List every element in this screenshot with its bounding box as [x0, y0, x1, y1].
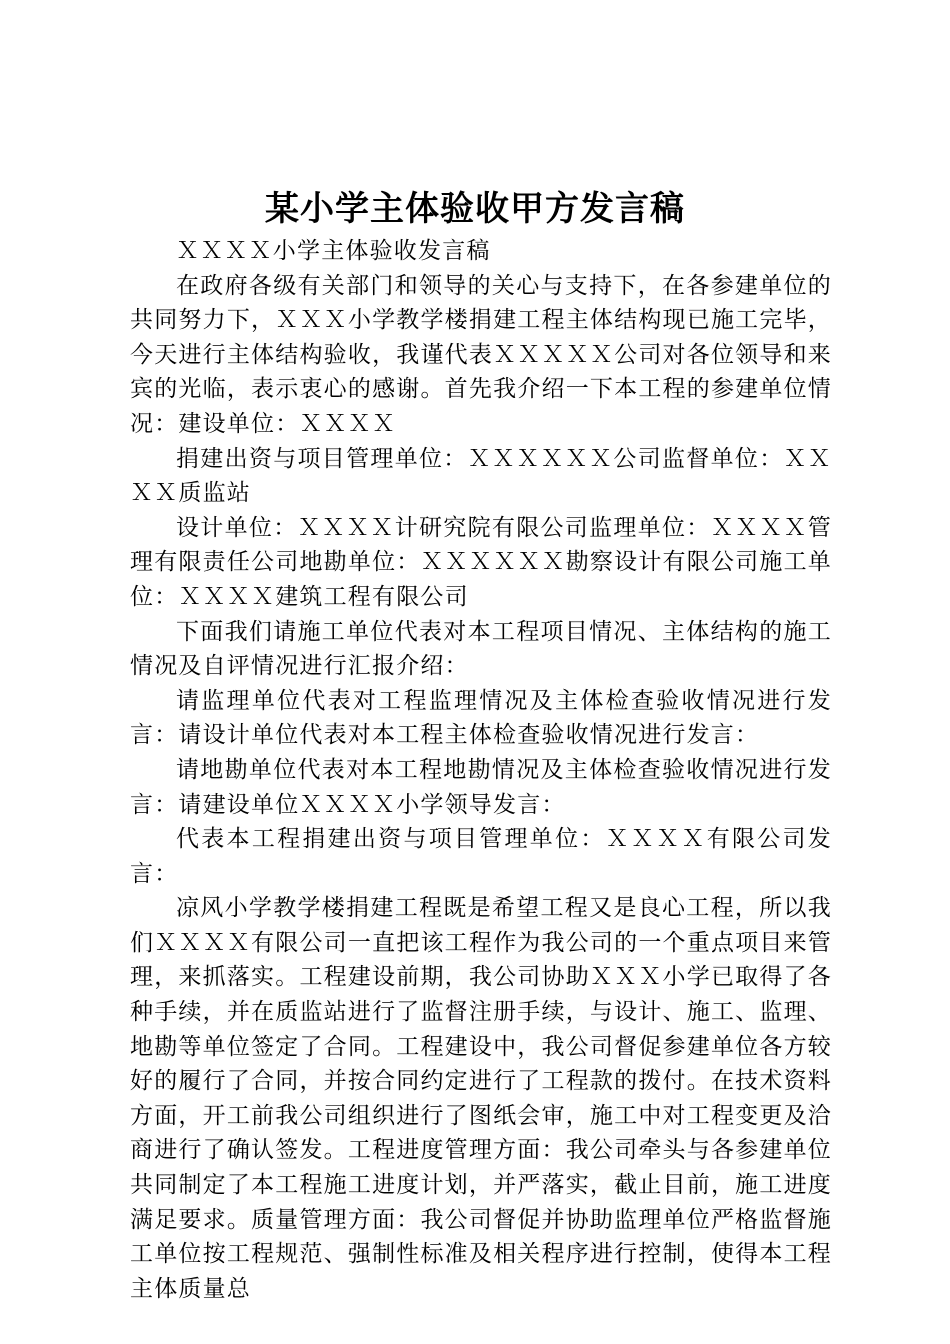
paragraph-design-unit: 设计单位：ＸＸＸＸ计研究院有限公司监理单位：ＸＸＸＸ管理有限责任公司地勘单位：ＸＸＸＸＸＸ勘察设计有限公司施工单位：ＸＸＸＸ建筑工程有限公司 [130, 514, 832, 610]
document-title: 某小学主体验收甲方发言稿 [265, 189, 685, 229]
paragraph-representative: 代表本工程捐建出资与项目管理单位：ＸＸＸＸ有限公司发言： [130, 826, 832, 887]
paragraph-survey-speech: 请地勘单位代表对本工程地勘情况及主体检查验收情况进行发言：请建设单位ＸＸＸＸ小学领导发言： [130, 756, 832, 818]
paragraph-funding-unit: 捐建出资与项目管理单位：ＸＸＸＸＸＸ公司监督单位：ＸＸＸＸ质监站 [130, 445, 832, 507]
paragraph-intro: 在政府各级有关部门和领导的关心与支持下，在各参建单位的共同努力下，ＸＸＸ小学教学楼捐建工程主体结构现已施工完毕，今天进行主体结构验收，我谨代表ＸＸＸＸＸ公司对各位领导和来宾的光临，表示衷心的感谢。首先我介绍一下本工程的参建单位情况：建设单位：ＸＸＸＸ [130, 272, 832, 437]
paragraph-supervision-speech: 请监理单位代表对工程监理情况及主体检查验收情况进行发言：请设计单位代表对本工程主体检查验收情况进行发言： [130, 687, 832, 749]
document-body [130, 234, 832, 1306]
paragraph-heading: ＸＸＸＸ小学主体验收发言稿 [176, 238, 491, 264]
paragraph-main-body: 凉风小学教学楼捐建工程既是希望工程又是良心工程，所以我们ＸＸＸＸ有限公司一直把该工程作为我公司的一个重点项目来管理，来抓落实。工程建设前期，我公司协助ＸＸＸ小学已取得了各种手续，并在质监站进行了监督注册手续，与设计、施工、监理、地勘等单位签定了合同。工程建设中，我公司督促参建单位各方较好的履行了合同，并按合同约定进行了工程款的拨付。在技术资料方面，开工前我公司组织进行了图纸会审，施工中对工程变更及洽商进行了确认签发。工程进度管理方面：我公司牵头与各参建单位共同制定了本工程施工进度计划，并严落实，截止目前，施工进度满足要求。质量管理方面：我公司督促并协助监理单位严格监督施工单位按工程规范、强制性标准及相关程序进行控制，使得本工程主体质量总 [130, 895, 832, 1302]
paragraph-construction-report: 下面我们请施工单位代表对本工程项目情况、主体结构的施工情况及自评情况进行汇报介绍： [130, 618, 832, 680]
